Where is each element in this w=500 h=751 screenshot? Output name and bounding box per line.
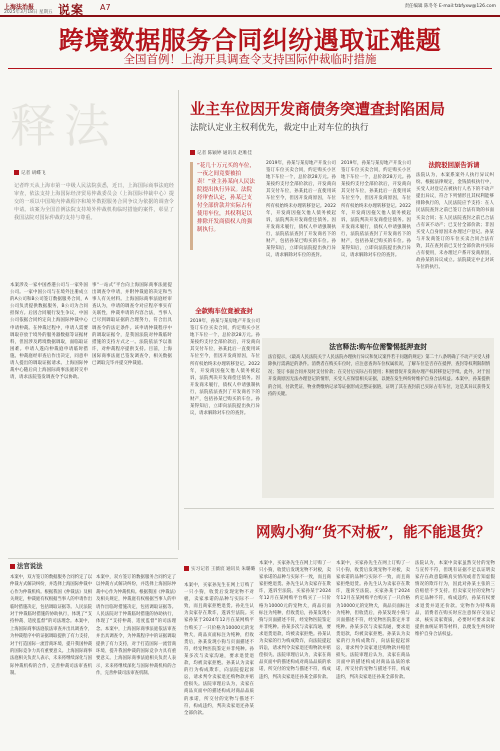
left-byline-text: 记者 胡蝶飞 (21, 171, 46, 176)
page-number: A7 (100, 3, 111, 12)
paper-name: 上海法治报 (4, 4, 35, 11)
left-body-col1: 本案涉及一家中国香港公司与一家外国公司。一家中国公司与在境外注册成立的A公司和B公司签订数据服务合同，A公司负责提供数据服务，B公司为合同担保方。后因合同履行发生争议，中国公司依据合同约定向上海国际仲裁中心申请仲裁。在仲裁过程中，申请人需要调取存放于境外的服务器数据等证据材料，但因涉及跨境数据调取，面临取证困难。申请人遂向仲裁庭申请临时措施。仲裁庭经审查后作出决定，同意申请人提出的调取证据请求。上海国际仲裁中心随后向上海国际商事法庭转交申请，请求法院签发调查令予以协助。 (10, 283, 88, 381)
bottom-left-title (10, 561, 43, 570)
column-divider (178, 90, 179, 550)
pen-icon (184, 566, 189, 571)
quote-bar (190, 162, 193, 250)
bullet-icon (10, 564, 15, 569)
article2-byline (190, 150, 310, 156)
article2-title: 业主车位因开发商债务突遭查封陷困局 (190, 100, 446, 118)
article3-col1: 本案中，买家孙先生在网上订购了一只小狗，收货后发现宠物不对板，卖家承诺的品种与实际不一致，而且商家拒绝退货。孙先生认为卖家存在欺诈，遂诉至法院。买家孙某于2024年12月在某网购平台购买了一只价格为10000元的宠物犬，商品页面标注为纯种，但收货后，孙某发现小狗与页面描述不符，经宠物医院鉴定并非纯种。孙某多次与卖家沟通，要求退货退款，均被卖家拒绝。孙某认为卖家的行为构成欺诈，向法院提起诉讼，请求判令卖家退还购物款并赔偿损失。法院审理后认为，卖家在商品页面中的描述构成对商品品质的承诺，所交付的宠物与描述不符，构成违约，判决卖家退还孙某全部价款。 (184, 583, 254, 716)
article3-col3: 本案中，买家孙先生在网上订购了一只小狗，收货后发现宠物不对板，卖家承诺的品种与实际不一致，而且商家拒绝退货。孙先生认为卖家存在欺诈，遂诉至法院。买家孙某于2024年12月在某网购平台购买了一只价格为10000元的宠物犬，商品页面标注为纯种，但收货后，孙某发现小狗与页面描述不符，经宠物医院鉴定并非纯种。孙某多次与卖家沟通，要求退货退款，均被卖家拒绝。孙某认为卖家的行为构成欺诈，向法院提起诉讼，请求判令卖家退还购物款并赔偿损失。法院审理后认为，卖家在商品页面中的描述构成对商品品质的承诺，所交付的宠物与描述不符，构成违约，判决卖家退还孙某全部价款。 (336, 561, 410, 680)
left-body-col2: 事“一站式”平台向上海国际商事法庭提出调查令申请，并附仲裁庭的决定和当事人有关材料。上海国际商事法庭经审查认为，申请的调查令对应程序事实有关联性，仲裁申请的内容合法，当事人已尽到调取证据的合理努力，符合出具调查令的法定条件。该申请仲裁程序中的调取证据令，是我国法院对仲裁临时措施的支持方式之一。法院依法予以准许，对仲裁程序提供支持。目前，上海国际商事法庭已签发调查令，相关数据已调取完毕并提交仲裁庭。 (92, 283, 172, 367)
article2-quote: “花几十万元买的车位，一夜之间竟要被拍卖！”业主孙某向人民法院提出执行异议。法院经审查认定，孙某已支付全部价款并实际占有使用车位，其权利足以排除开发商债权人的强制执行。 (197, 163, 255, 233)
masthead (0, 0, 500, 17)
article2-section1-col1: 2019年，孙某与某房地产开发公司签订车位买卖合同，约定购买小区地下车位一个，总价款28万元。孙某按约支付全部价款后，开发商向其交付车位，孙某此后一直使用该车位至今，但因开发商原因，车位所有权始终未办理转移登记。2022年，开发商因拖欠他人债务被起诉，法院判决开发商偿还债务。因开发商未履行，债权人申请强制执行，法院依法查封了开发商名下的财产，包括孙某已购买的车位。孙某得知后，立即向法院提出执行异议，请求解除对车位的查封。 (190, 319, 260, 417)
article3-col2: 本案中，买家孙先生在网上订购了一只小狗，收货后发现宠物不对板，卖家承诺的品种与实际不一致，而且商家拒绝退货。孙先生认为卖家存在欺诈，遂诉至法院。买家孙某于2024年12月在某网购平台购买了一只价格为10000元的宠物犬，商品页面标注为纯种，但收货后，孙某发现小狗与页面描述不符，经宠物医院鉴定并非纯种。孙某多次与卖家沟通，要求退货退款，均被卖家拒绝。孙某认为卖家的行为构成欺诈，向法院提起诉讼，请求判令卖家退还购物款并赔偿损失。法院审理后认为，卖家在商品页面中的描述构成对商品品质的承诺，所交付的宠物与描述不符，构成违约，判决卖家退还孙某全部价款。 (259, 561, 331, 680)
pen-icon (14, 170, 19, 175)
article2-subtitle: 法院认定业主权利优先，裁定中止对车位的执行 (190, 123, 369, 133)
bottom-left-rule (8, 558, 178, 559)
main-subheadline: 全国首例！上海开具调查令支持国际仲裁临时措施 (123, 52, 377, 66)
bottom-left-col2: 本案中，双方签订的数据服务合同约定了以仲裁方式解决纠纷，并选择上海国际仲裁中心作为仲裁机构。根据我国《仲裁法》及相关规定，仲裁庭有权根据当事人的申请作出临时措施决定，包括调取证据等。人民法院对于仲裁临时措施的协助执行，体现了“支持仲裁、适度监督”的司法理念。本案中，上海国际商事法庭依法审查并出具调查令，为仲裁程序中的证据调取提供了有力支持，对于打造国际一流营商环境、提升我国仲裁的国际竞争力具有重要意义。上海国际商事法庭相关负责人表示，未来将继续深化与国际仲裁机构的合作，完善仲裁司法审查机制。 (96, 575, 176, 677)
left-lead: 记者昨天从上海市第一中级人民法院获悉，近日，上海国际商事法庭经审查，依法支持上海国际经济贸易仲裁委员会（上海国际仲裁中心）提交的一项以中国境内仲裁程序和境外数据服务合同争议为依据的调查令申请。该案为全国首例法院支持境外仲裁机构临时措施的案件，彰显了我国法院对国际仲裁的支持与尊重。 (14, 183, 174, 221)
section-name: 说案 (58, 3, 85, 17)
law-box-title: 法官释法:购车位需警惕抵押查封 (329, 343, 427, 351)
bottom-left-title-text: 法官说法 (17, 562, 43, 570)
left-byline (14, 170, 174, 176)
article2-section1-col2: 2019年，孙某与某房地产开发公司签订车位买卖合同，约定购买小区地下车位一个，总价款28万元。孙某按约支付全部价款后，开发商向其交付车位，孙某此后一直使用该车位至今，但因开发商原因，车位所有权始终未办理转移登记。2022年，开发商因拖欠他人债务被起诉，法院判决开发商偿还债务。因开发商未履行，债权人申请强制执行，法院依法查封了开发商名下的财产，包括孙某已购买的车位。孙某得知后，立即向法院提出执行异议，请求解除对车位的查封。 (266, 161, 336, 259)
law-box-body: 法官提示，《最高人民法院关于人民法院办理执行异议和复议案件若干问题的规定》第二十八条明确了不动产买受人排除执行需满足的条件。消费者在购买车位时，应注意查询车位权属状况，了解车位是否存在抵押、查封等权利限制情况；签订书面合同并及时支付价款；在交付后实际占有使用；积极督促开发商办理产权转移登记手续。此外，对于因开发商原因无法办理登记的情形，买受人应保留相关证据，以便在发生纠纷时维护自身合法权益。本案中，孙某提供的合同、付款凭证、物业费缴纳记录等证据形成完整证据链，证明了其在查封前已实际占有车位，这是其异议获得支持的关键。 (268, 355, 490, 398)
pen-icon (190, 150, 195, 155)
bottom-left-col1: 本案中，双方签订的数据服务合同约定了以仲裁方式解决纠纷，并选择上海国际仲裁中心作为仲裁机构。根据我国《仲裁法》及相关规定，仲裁庭有权根据当事人的申请作出临时措施决定，包括调取证据等。人民法院对于仲裁临时措施的协助执行，体现了“支持仲裁、适度监督”的司法理念。本案中，上海国际商事法庭依法审查并出具调查令，为仲裁程序中的证据调取提供了有力支持，对于打造国际一流营商环境、提升我国仲裁的国际竞争力具有重要意义。上海国际商事法庭相关负责人表示，未来将继续深化与国际仲裁机构的合作，完善仲裁司法审查机制。 (10, 575, 92, 677)
editor-credit: 责任编辑 陈冬冬 E-mail:fzbfyxw@126.com (404, 4, 496, 9)
shifa-watermark: 释法 (10, 99, 118, 153)
headline-rule (8, 68, 492, 69)
article3-sidebar: 法院认为，本案中卖家虽然交付的宠物与宣传不符，但现有证据不足以证明卖家存在故意隐瞒真实情况或者告知虚假情况的欺诈行为，因此对孙某主张的三倍赔偿不予支持。但卖家交付的宠物与约定品种不符，构成违约，孙某有权要求退货并返还价款。宠物作为特殊商品，消费者在购买时应注意保存交易记录，核实卖家资质，必要时可要求卖家提供血统证明等材料，以便发生纠纷时维护自身合法权益。 (415, 561, 495, 637)
article2-section1-col3: 2019年，孙某与某房地产开发公司签订车位买卖合同，约定购买小区地下车位一个，总价款28万元。孙某按约支付全部价款后，开发商向其交付车位，孙某此后一直使用该车位至今，但因开发商原因，车位所有权始终未办理转移登记。2022年，开发商因拖欠他人债务被起诉，法院判决开发商偿还债务。因开发商未履行，债权人申请强制执行，法院依法查封了开发商名下的财产，包括孙某已购买的车位。孙某得知后，立即向法院提出执行异议，请求解除对车位的查封。 (341, 161, 411, 259)
article3-byline (184, 566, 264, 572)
article3-byline-text: 实习记者 王薇宸 通讯员 朱璐璐 (191, 567, 256, 572)
main-headline: 跨境数据服务合同纠纷遇取证难题 (58, 26, 442, 55)
article2-byline-text: 记者 陈颖婷 通讯员 赵唯佳 (197, 151, 252, 156)
article3-rule (184, 508, 494, 509)
issue-date: 2025年3月18日 星期五 (4, 10, 53, 15)
article2-section1-title: 全款购车位竟被查封 (195, 307, 253, 315)
article3-title: 网购小狗“货不对板”，能不能退货？ (256, 524, 491, 541)
article2-section2-body: 法院认为，本案系案外人执行异议纠纷。根据法律规定，金钱债权执行中，买受人对登记在被执行人名下的不动产提出异议，符合下列情形且其权利能够排除执行的，人民法院应予支持：在人民法院查封之前已签订合法有效的书面买卖合同；在人民法院查封之前已合法占有该不动产；已支付全部价款；非因买受人自身原因未办理过户登记。孙某与开发商签订的车位买卖合同合法有效，其在查封前已支付全部价款并实际占有使用，未办理过户系开发商原因，故孙某的异议成立。法院裁定中止对该车位的执行。 (416, 173, 494, 271)
article2-section2-title: 法院驳回原告诉请 (428, 161, 480, 169)
